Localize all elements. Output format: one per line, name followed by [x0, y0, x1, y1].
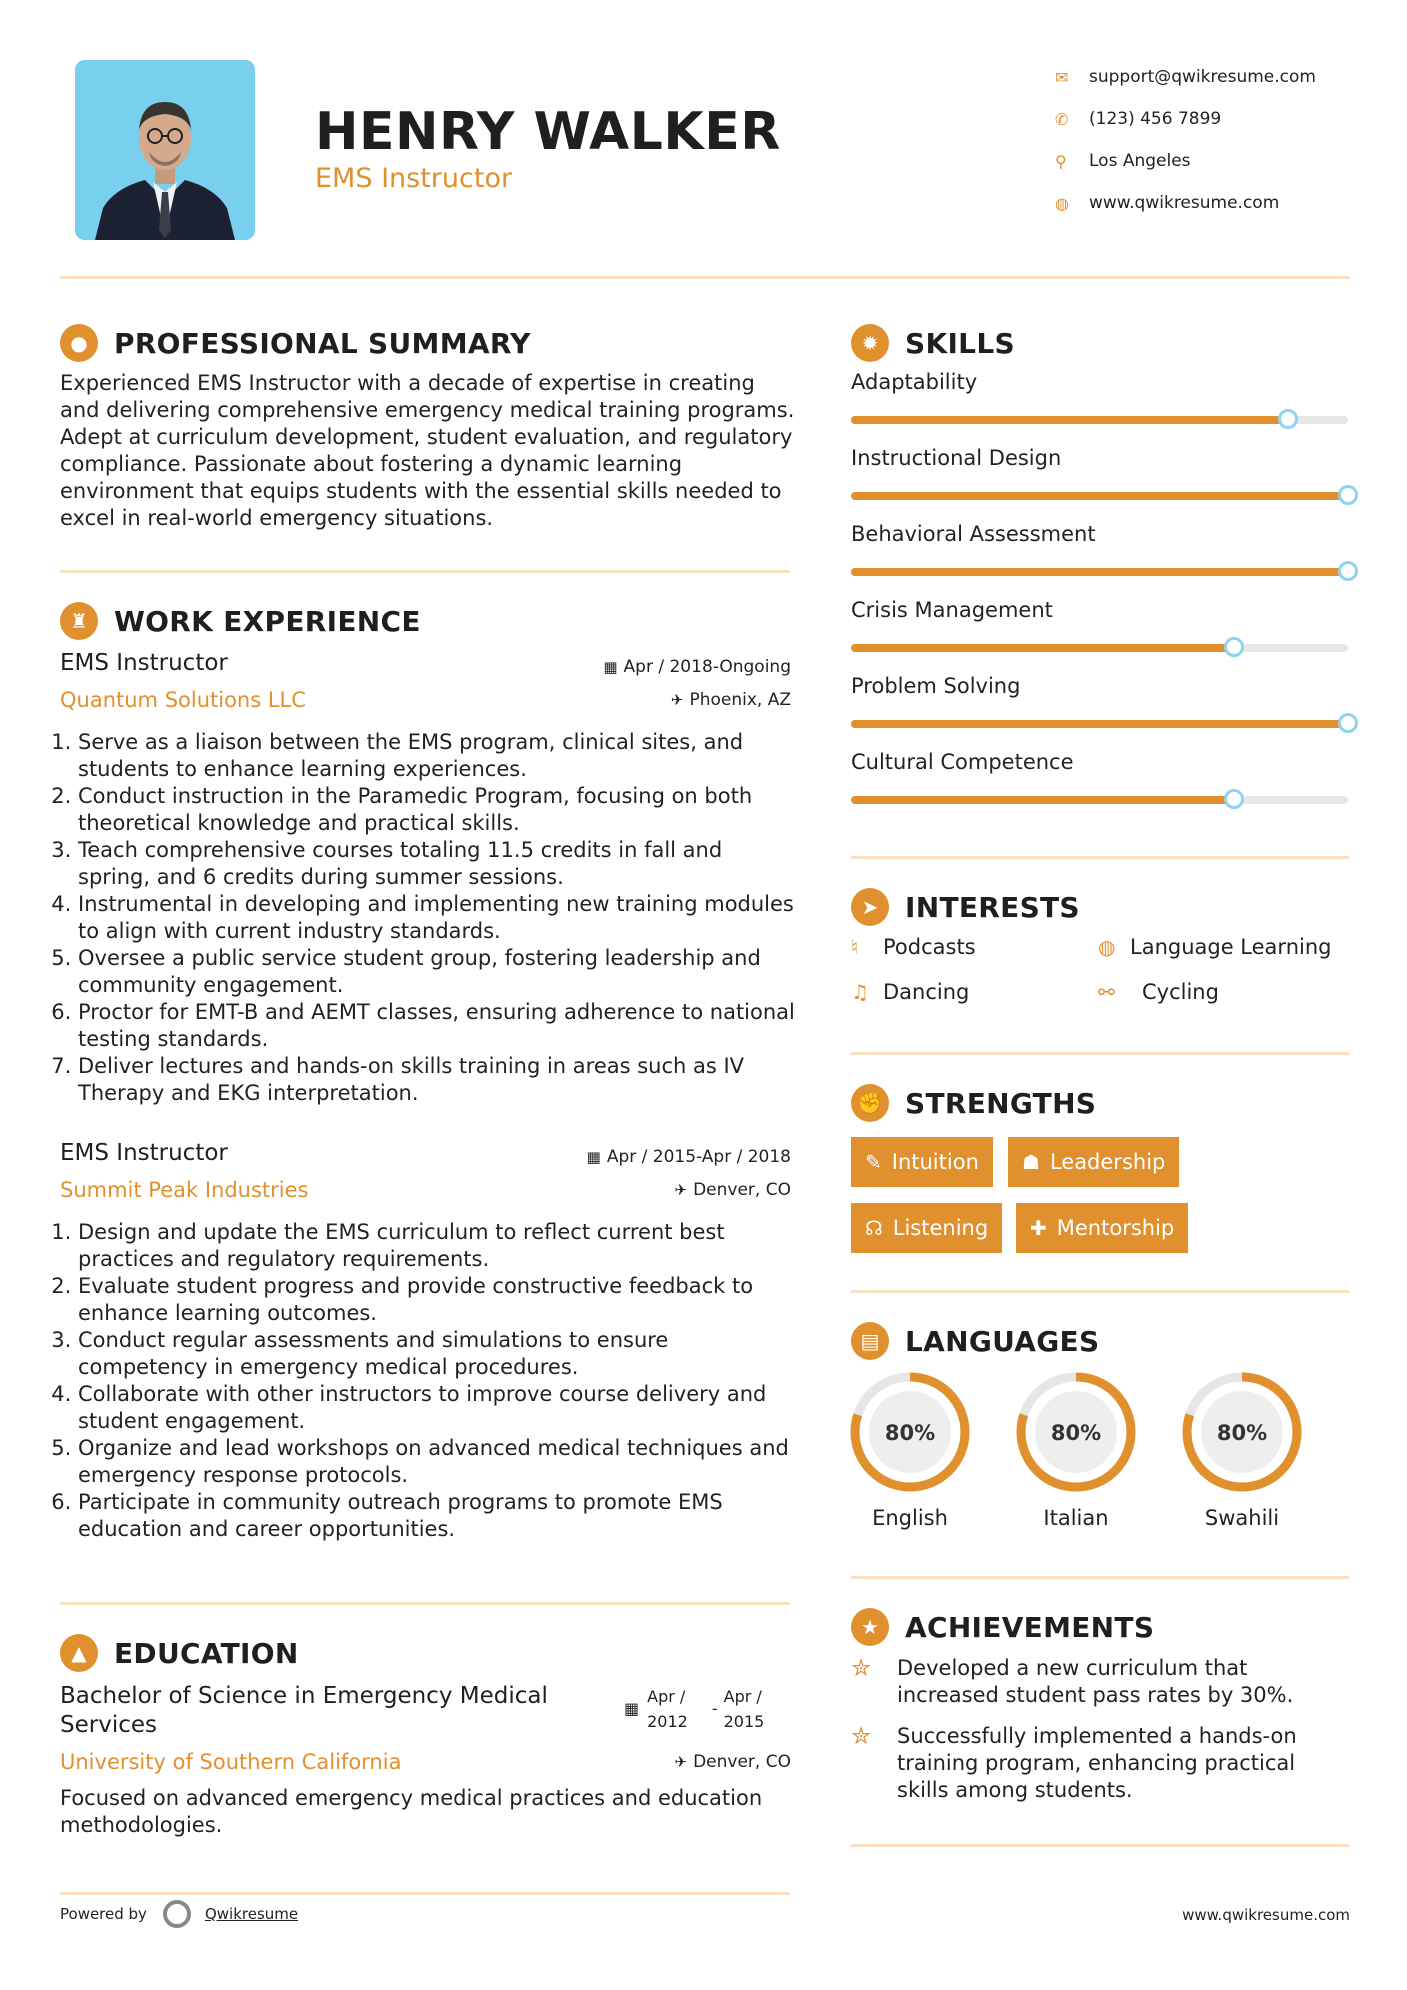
paper-plane-icon: ➤: [851, 888, 889, 926]
contact-location: [1055, 140, 1316, 182]
achievement-text: Successfully implemented a hands-on training program, enhancing practical skills among students.: [897, 1724, 1297, 1802]
duty-item: 1. Serve as a liaison between the EMS program, clinical sites, and students to enhance learning experiences.: [78, 729, 800, 783]
job-1-date-text: Apr / 2018-Ongoing: [623, 657, 791, 677]
duty-item: 4. Instrumental in developing and implementing new training modules to align with current industry standards.: [78, 891, 800, 945]
education-start-year: 2012: [647, 1712, 688, 1731]
footer-website[interactable]: www.qwikresume.com: [1182, 1906, 1350, 1924]
profile-photo: [75, 60, 255, 240]
duty-item: 5. Oversee a public service student group, fostering leadership and community engagement.: [78, 945, 800, 999]
strength-label: Listening: [892, 1216, 989, 1240]
duty-item: 2. Evaluate student progress and provide constructive feedback to enhance learning outcomes.: [78, 1273, 800, 1327]
interest-podcasts: [851, 935, 976, 959]
skill-name: Cultural Competence: [851, 750, 1074, 774]
qwikresume-link[interactable]: Qwikresume: [204, 1905, 299, 1923]
strength-label: Mentorship: [1056, 1216, 1175, 1240]
skill-name: Problem Solving: [851, 674, 1021, 698]
skill-bar-knob: [1338, 713, 1358, 733]
interest-language-learning: [1098, 935, 1331, 959]
job-2-date: [587, 1147, 791, 1167]
strength-leadership: [1008, 1137, 1179, 1187]
achievements-divider: [851, 1844, 1349, 1847]
skill-bar: [851, 492, 1348, 500]
pin-icon: ✈: [674, 1753, 688, 1771]
interest-dancing: [851, 980, 969, 1004]
users-icon: ☗: [1022, 1150, 1040, 1174]
achievement-item: [851, 1723, 1331, 1804]
education-description: Focused on advanced emergency medical practices and education methodologies.: [60, 1786, 763, 1837]
achievement-text: Developed a new curriculum that increased student pass rates by 30%.: [897, 1656, 1294, 1707]
skill-bar: [851, 644, 1348, 652]
interest-label: Dancing: [883, 980, 970, 1004]
summary-text: Experienced EMS Instructor with a decade of expertise in creating and delivering comprehensive emergency medical training programs. Adept at curriculum development, student evaluation, and regulatory compliance. Passionate about fostering a dynamic learning environment that equips students with the essential skills needed to excel in real-world emergency situations.: [60, 371, 795, 530]
language-card-icon: ▤: [851, 1322, 889, 1360]
languages-heading: [851, 1322, 1099, 1360]
education-end-year: 2015: [723, 1712, 765, 1731]
education-start-month: Apr /: [647, 1687, 686, 1706]
interests-title: INTERESTS: [905, 890, 1080, 924]
email-text: support@qwikresume.com: [1089, 67, 1316, 87]
candidate-name: HENRY WALKER: [315, 102, 781, 162]
location-pin-icon: ⚲: [1055, 151, 1067, 171]
candidate-title: EMS Instructor: [315, 163, 513, 194]
language-percent: 80%: [884, 1421, 936, 1445]
phone-text: (123) 456 7899: [1089, 109, 1222, 129]
interests-divider: [851, 1052, 1349, 1055]
interest-label: Podcasts: [883, 935, 976, 959]
duty-item: 3. Teach comprehensive courses totaling 11.5 credits in fall and spring, and 6 credits during summer sessions.: [78, 837, 800, 891]
envelope-icon: ✉: [1055, 67, 1069, 87]
summary-divider: [60, 570, 790, 573]
skill-bar: [851, 416, 1348, 424]
headphones-icon: ☊: [865, 1216, 883, 1240]
duty-item: 1. Design and update the EMS curriculum to reflect current best practices and regulatory requirements.: [78, 1219, 800, 1273]
experience-title: WORK EXPERIENCE: [114, 604, 421, 638]
duty-item: 6. Proctor for EMT-B and AEMT classes, ensuring adherence to national testing standards.: [78, 999, 800, 1053]
skills-divider: [851, 856, 1349, 859]
contact-block: [1055, 56, 1316, 224]
language-percent: 80%: [1050, 1421, 1102, 1445]
language-item: [1180, 1370, 1304, 1530]
job-1-location-text: Phoenix, AZ: [689, 690, 791, 710]
powered-by-label: Powered by: [60, 1905, 147, 1923]
duty-item: 4. Collaborate with other instructors to improve course delivery and student engagement.: [78, 1381, 800, 1435]
magic-wand-icon: ✎: [865, 1150, 882, 1174]
user-icon: ●: [60, 324, 98, 362]
music-note-icon: ♫: [851, 980, 869, 1004]
job-1-company: Quantum Solutions LLC: [60, 688, 306, 712]
pin-icon: ✈: [670, 691, 684, 709]
user-plus-icon: ✚: [1030, 1216, 1047, 1240]
duty-item: 7. Deliver lectures and hands-on skills training in areas such as IV Therapy and EKG interpretation.: [78, 1053, 800, 1107]
languages-divider: [851, 1576, 1349, 1579]
job-2-company: Summit Peak Industries: [60, 1178, 309, 1202]
skill-bar-knob: [1224, 789, 1244, 809]
skill-bar: [851, 720, 1348, 728]
duty-item: 6. Participate in community outreach programs to promote EMS education and career opportunities.: [78, 1489, 800, 1543]
languages-title: LANGUAGES: [905, 1324, 1100, 1358]
job-1-location: [671, 690, 791, 710]
interests-heading: [851, 888, 1080, 926]
language-ring: [848, 1370, 972, 1494]
duty-item: 3. Conduct regular assessments and simulations to ensure competency in emergency medical procedures.: [78, 1327, 800, 1381]
contact-phone[interactable]: [1055, 98, 1316, 140]
skill-bar-fill: [851, 796, 1234, 804]
star-icon: ✮: [851, 1722, 872, 1750]
skill-bar-fill: [851, 568, 1348, 576]
website-text: www.qwikresume.com: [1089, 193, 1280, 213]
calendar-icon: ▦: [624, 1699, 640, 1718]
job-2-duties: [60, 1219, 800, 1543]
graduation-cap-icon: ▲: [60, 1634, 98, 1672]
skill-bar: [851, 568, 1348, 576]
job-2-location: [675, 1180, 791, 1200]
strength-label: Leadership: [1049, 1150, 1166, 1174]
duty-item: 5. Organize and lead workshops on advanced medical techniques and emergency response protocols.: [78, 1435, 800, 1489]
language-ring: [1014, 1370, 1138, 1494]
language-percent: 80%: [1216, 1421, 1268, 1445]
calendar-icon: ▦: [603, 658, 618, 676]
education-end: [724, 1684, 765, 1734]
summary-title: PROFESSIONAL SUMMARY: [114, 326, 531, 360]
skill-bar-knob: [1224, 637, 1244, 657]
achievements-heading: [851, 1608, 1154, 1646]
powered-by: [60, 1900, 298, 1928]
education-end-month: Apr /: [723, 1687, 762, 1706]
strength-label: Intuition: [891, 1150, 979, 1174]
calendar-icon: ▦: [586, 1148, 601, 1166]
bicycle-icon: ⚯: [1098, 980, 1115, 1004]
skill-name: Instructional Design: [851, 446, 1062, 470]
star-icon: ✮: [851, 1654, 872, 1682]
contact-email[interactable]: [1055, 56, 1316, 98]
degree-title: Bachelor of Science in Emergency Medical Services: [60, 1683, 548, 1738]
job-1-date: [603, 657, 791, 677]
education-divider: [60, 1892, 790, 1895]
microphone-icon: ♮: [851, 935, 859, 959]
phone-icon: ✆: [1055, 109, 1069, 129]
skill-bar-fill: [851, 416, 1288, 424]
strengths-heading: [851, 1084, 1096, 1122]
job-2-location-text: Denver, CO: [693, 1180, 791, 1200]
strengths-title: STRENGTHS: [905, 1086, 1097, 1120]
contact-website[interactable]: [1055, 182, 1316, 224]
duty-item: 2. Conduct instruction in the Paramedic Program, focusing on both theoretical knowledge and practical skills.: [78, 783, 800, 837]
job-1-title: EMS Instructor: [60, 650, 228, 676]
achievement-item: [851, 1655, 1331, 1709]
star-badge-icon: ★: [851, 1608, 889, 1646]
achievements-title: ACHIEVEMENTS: [905, 1610, 1155, 1644]
education-start: [647, 1684, 688, 1734]
location-text: Los Angeles: [1089, 151, 1191, 171]
summary-heading: [60, 324, 531, 362]
language-name: Italian: [1043, 1506, 1109, 1530]
strength-intuition: [851, 1137, 993, 1187]
briefcase-icon: ♜: [60, 602, 98, 640]
fist-icon: ✊: [851, 1084, 889, 1122]
skill-name: Behavioral Assessment: [851, 522, 1096, 546]
skill-bar-knob: [1338, 485, 1358, 505]
globe-icon: ◍: [1055, 193, 1069, 213]
pin-icon: ✈: [674, 1181, 688, 1199]
language-item: [848, 1370, 972, 1530]
skill-name: Crisis Management: [851, 598, 1053, 622]
interest-label: Language Learning: [1130, 935, 1332, 959]
strengths-divider: [851, 1290, 1349, 1293]
strength-listening: [851, 1203, 1002, 1253]
interest-cycling: [1098, 980, 1219, 1004]
strength-mentorship: [1016, 1203, 1188, 1253]
language-ring: [1180, 1370, 1304, 1494]
language-item: [1014, 1370, 1138, 1530]
skill-bar-fill: [851, 720, 1348, 728]
skill-bar-knob: [1278, 409, 1298, 429]
education-date-sep: -: [711, 1699, 718, 1718]
lightbulb-icon: ✹: [851, 324, 889, 362]
skills-title: SKILLS: [905, 326, 1015, 360]
education-title: EDUCATION: [114, 1636, 299, 1670]
school-name: University of Southern California: [60, 1750, 402, 1774]
education-date: [624, 1684, 764, 1734]
skill-bar-fill: [851, 644, 1234, 652]
skill-name: Adaptability: [851, 370, 978, 394]
job-1-duties: [60, 729, 800, 1107]
globe-icon: ◍: [1098, 935, 1116, 959]
education-location-text: Denver, CO: [693, 1752, 791, 1772]
skills-heading: [851, 324, 1015, 362]
skill-bar: [851, 796, 1348, 804]
experience-divider: [60, 1602, 790, 1605]
education-heading: [60, 1634, 299, 1672]
education-location: [675, 1752, 791, 1772]
header-divider: [60, 276, 1350, 279]
qwikresume-logo-icon: [163, 1900, 191, 1928]
skill-bar-fill: [851, 492, 1348, 500]
language-name: Swahili: [1204, 1506, 1280, 1530]
job-2-date-text: Apr / 2015-Apr / 2018: [606, 1147, 791, 1167]
language-name: English: [872, 1506, 948, 1530]
experience-heading: [60, 602, 421, 640]
skill-bar-knob: [1338, 561, 1358, 581]
job-2-title: EMS Instructor: [60, 1140, 228, 1166]
interest-label: Cycling: [1142, 980, 1219, 1004]
